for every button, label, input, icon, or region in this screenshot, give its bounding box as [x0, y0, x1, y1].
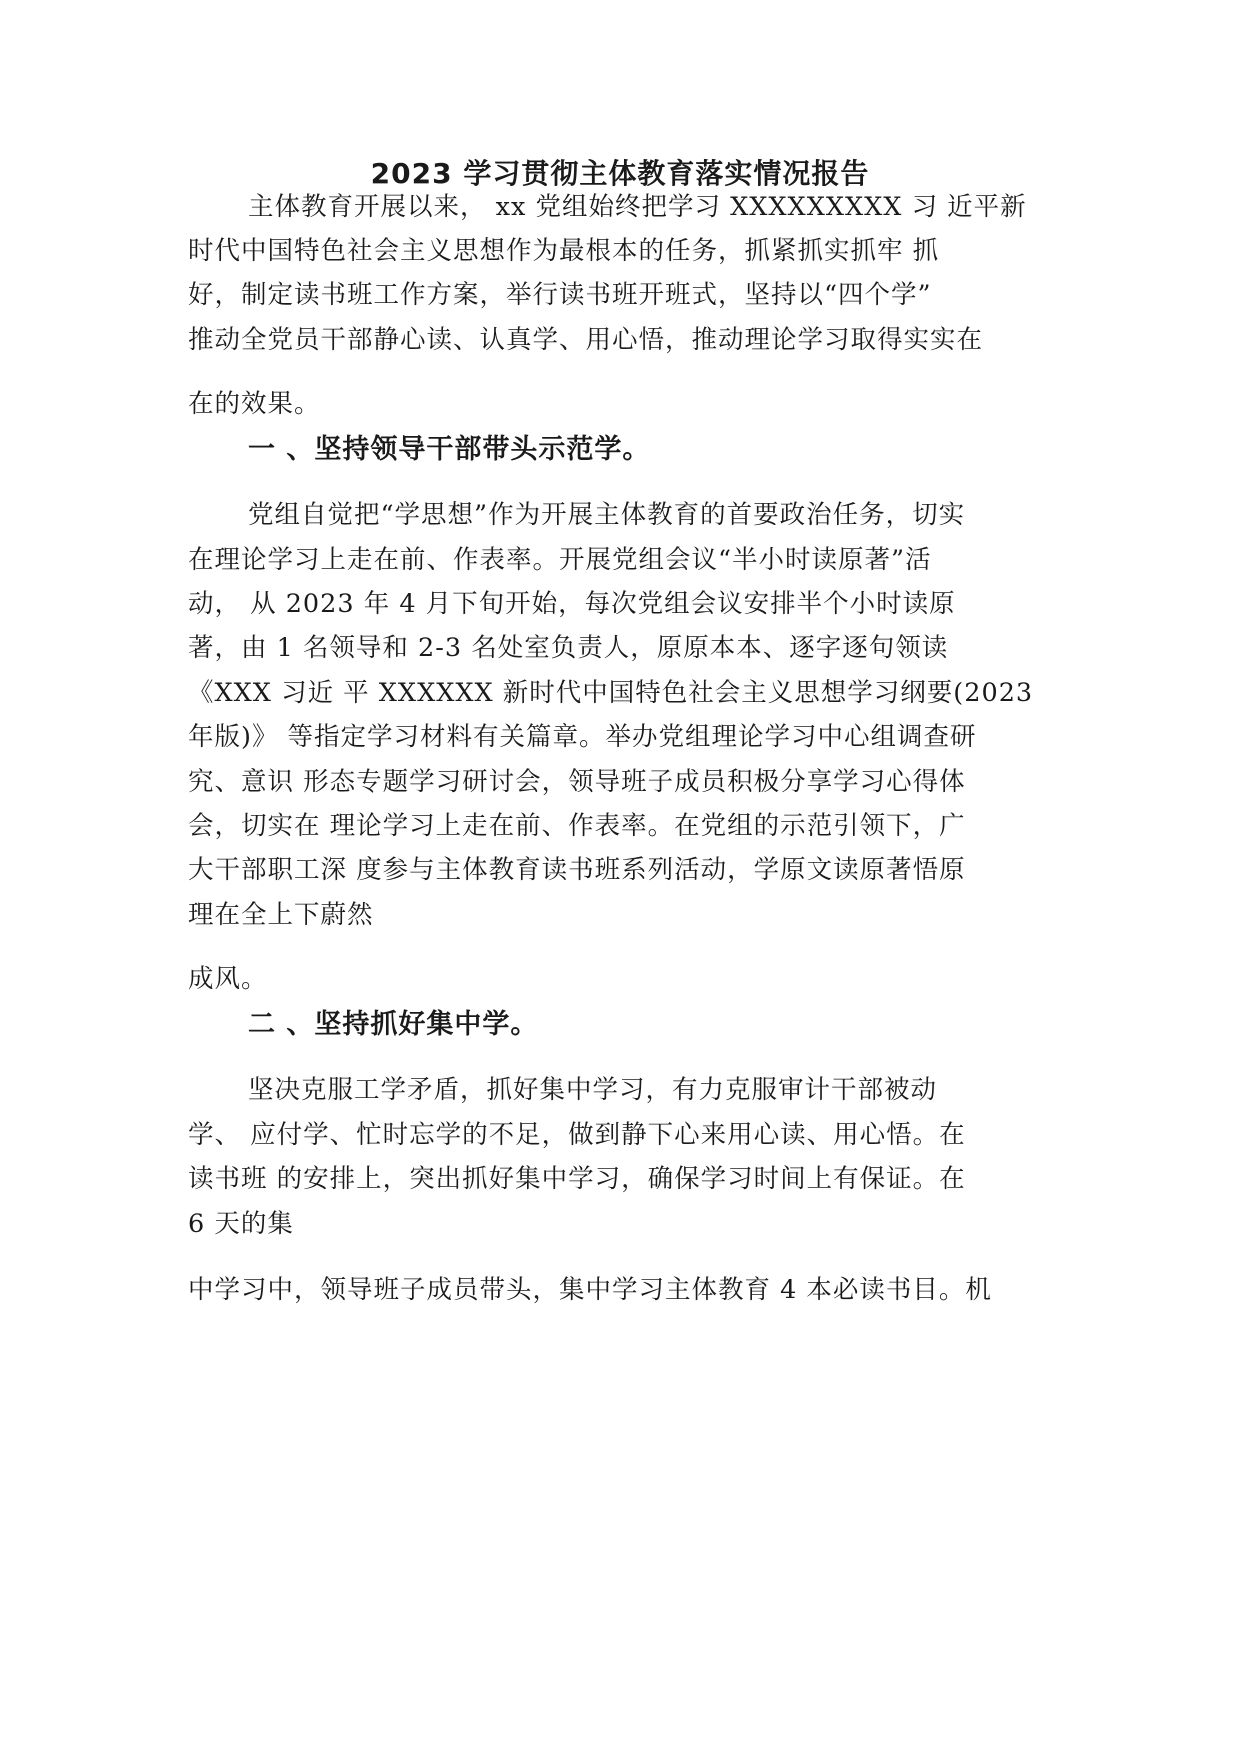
- paragraph-line: 年版)》 等指定学习材料有关篇章。举办党组理论学习中心组调查研: [188, 722, 977, 752]
- paragraph-line: 好，制定读书班工作方案，举行读书班开班式，坚持以“四个学”: [188, 280, 932, 310]
- paragraph-line: 会，切实在 理论学习上走在前、作表率。在党组的示范引领下，广: [188, 811, 966, 841]
- paragraph-line: 推动全党员干部静心读、认真学、用心悟，推动理论学习取得实实在: [188, 325, 984, 355]
- paragraph-line: 著，由 1 名领导和 2-3 名处室负责人，原原本本、逐字逐句领读: [188, 633, 949, 663]
- paragraph-line: 学、 应付学、忙时忘学的不足，做到静下心来用心读、用心悟。在: [188, 1120, 966, 1150]
- paragraph-line: 时代中国特色社会主义思想作为最根本的任务，抓紧抓实抓牢 抓: [188, 236, 940, 266]
- paragraph-line: 6 天的集: [188, 1209, 294, 1239]
- document-title: 2023 学习贯彻主体教育落实情况报告: [370, 157, 870, 190]
- section-heading: 二 、坚持抓好集中学。: [248, 1009, 539, 1040]
- section-heading: 一 、坚持领导干部带头示范学。: [248, 434, 651, 465]
- paragraph-line: 党组自觉把“学思想”作为开展主体教育的首要政治任务，切实: [248, 500, 966, 530]
- paragraph-line: 主体教育开展以来， xx 党组始终把学习 XXXXXXXXX 习 近平新: [248, 192, 1027, 222]
- paragraph-line: 理在全上下蔚然: [188, 900, 374, 930]
- paragraph-line: 究、意识 形态专题学习研讨会，领导班子成员积极分享学习心得体: [188, 767, 966, 797]
- paragraph-line: 动， 从 2023 年 4 月下旬开始，每次党组会议安排半个小时读原: [188, 589, 956, 619]
- paragraph-line: 成风。: [188, 964, 268, 994]
- paragraph-line: 在理论学习上走在前、作表率。开展党组会议“半小时读原著”活: [188, 545, 932, 575]
- paragraph-line: 读书班 的安排上，突出抓好集中学习，确保学习时间上有保证。在: [188, 1164, 966, 1194]
- paragraph-line: 大干部职工深 度参与主体教育读书班系列活动，学原文读原著悟原: [188, 855, 966, 885]
- paragraph-line: 在的效果。: [188, 389, 321, 419]
- paragraph-line: 《XXX 习近 平 XXXXXX 新时代中国特色社会主义思想学习纲要(2023: [188, 678, 1034, 708]
- paragraph-line: 中学习中，领导班子成员带头，集中学习主体教育 4 本必读书目。机: [188, 1275, 992, 1305]
- paragraph-line: 坚决克服工学矛盾，抓好集中学习，有力克服审计干部被动: [248, 1075, 938, 1105]
